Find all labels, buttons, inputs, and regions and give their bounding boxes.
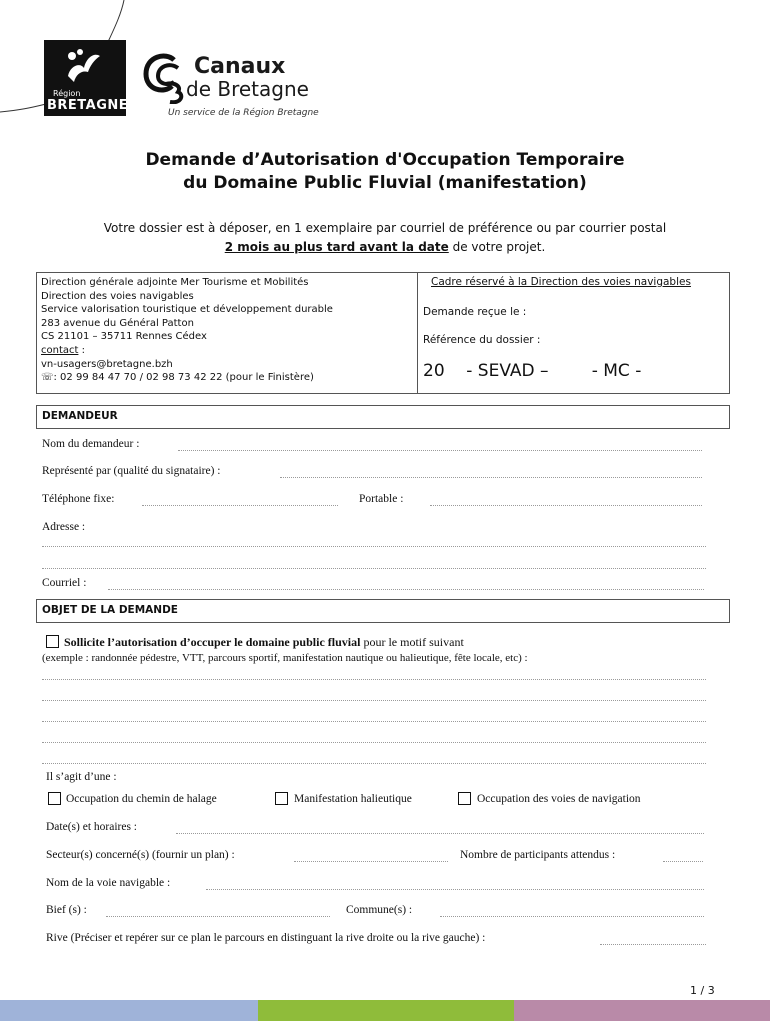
request-example: (exemple : randonnée pédestre, VTT, parcours sportif, manifestation nautique ou halieutique, fête locale, etc) : [42,652,528,664]
address-line: CS 21101 – 35711 Rennes Cédex [41,331,207,343]
commune-field[interactable] [440,916,704,917]
page-number: 1 / 3 [690,984,715,997]
towpath-checkbox[interactable] [48,792,61,805]
email-field[interactable] [108,589,704,590]
deadline-text: 2 mois au plus tard avant la date [224,240,449,254]
region-emblem-icon [60,46,108,86]
participants-field[interactable] [663,861,703,862]
reason-field-line[interactable] [42,700,706,701]
address-label: Adresse : [42,521,86,533]
request-rest: pour le motif suivant [360,635,464,649]
waterway-name-label: Nom de la voie navigable : [46,877,171,889]
box-divider [417,273,418,393]
footer-bar-green [258,1000,514,1021]
contact-label: contact [41,344,79,356]
reference-code: 20 - SEVAD – - MC - [423,361,642,381]
bief-label: Bief (s) : [46,904,87,916]
section-objet [36,599,730,623]
mobile-field[interactable] [430,505,702,506]
contact-reserved-box [36,272,730,394]
reason-field-line[interactable] [42,763,706,764]
reason-field-line[interactable] [42,742,706,743]
section-heading: OBJET DE LA DEMANDE [42,604,178,616]
address-line: Service valorisation touristique et développement durable [41,304,333,316]
landline-field[interactable] [142,505,338,506]
reason-field-line[interactable] [42,679,706,680]
bank-label: Rive (Préciser et repérer sur ce plan le parcours en distinguant la rive droite ou la rive gauche) : [46,932,486,944]
applicant-name-label: Nom du demandeur : [42,438,140,450]
canaux-emblem-icon [140,50,192,104]
request-statement [64,635,464,650]
document-title-line2: du Domaine Public Fluvial (manifestation) [183,173,587,193]
request-bold: Sollicite l’autorisation d’occuper le domaine public fluvial [64,635,361,649]
dates-field[interactable] [176,833,704,834]
address-line: Direction des voies navigables [41,290,194,302]
region-label: Région [53,89,81,98]
participants-label: Nombre de participants attendus : [460,849,616,861]
section-demandeur [36,405,730,429]
footer-bar-mauve [514,1000,770,1021]
footer-bar-blue [0,1000,258,1021]
address-line: 283 avenue du Général Patton [41,317,194,329]
commune-label: Commune(s) : [346,904,413,916]
waterway-name-field[interactable] [206,889,704,890]
reserved-heading: Cadre réservé à la Direction des voies navigables [431,276,691,288]
region-name: BRETAGNE [47,98,129,113]
address-field-line[interactable] [42,568,706,569]
representative-label: Représenté par (qualité du signataire) : [42,465,221,477]
address-block [41,276,333,385]
canaux-tagline: Un service de la Région Bretagne [168,108,319,118]
intro-line1: Votre dossier est à déposer, en 1 exemplaire par courriel de préférence ou par courrier postal [103,221,667,235]
contact-email[interactable]: vn-usagers@bretagne.bzh [41,358,173,370]
canaux-title: Canaux [194,54,286,79]
applicant-name-field[interactable] [178,450,702,451]
towpath-option-label: Occupation du chemin de halage [66,793,217,805]
sectors-field[interactable] [294,861,448,862]
dates-label: Date(s) et horaires : [46,821,138,833]
bief-field[interactable] [106,916,330,917]
received-date-label: Demande reçue le : [423,306,527,318]
document-title-line1: Demande d’Autorisation d'Occupation Temporaire [145,150,625,170]
email-label: Courriel : [42,577,87,589]
waterways-checkbox[interactable] [458,792,471,805]
mobile-label: Portable : [359,493,404,505]
file-reference-label: Référence du dossier : [423,334,541,346]
fishing-event-checkbox[interactable] [275,792,288,805]
intro-line2-rest: de votre projet. [448,240,546,254]
address-field-line[interactable] [42,546,706,547]
section-heading: DEMANDEUR [42,410,118,422]
region-bretagne-logo [44,40,129,116]
reason-field-line[interactable] [42,721,706,722]
waterways-option-label: Occupation des voies de navigation [477,793,641,805]
bank-field[interactable] [600,944,706,945]
type-label: Il s’agit d’une : [46,771,117,783]
contact-phone: ☏: 02 99 84 47 70 / 02 98 73 42 22 (pour le Finistère) [41,372,314,384]
intro-line2 [0,240,770,254]
landline-label: Téléphone fixe: [42,493,115,505]
sectors-label: Secteur(s) concerné(s) (fournir un plan) : [46,849,235,861]
address-line: Direction générale adjointe Mer Tourisme et Mobilités [41,277,309,288]
contact-line [41,344,333,358]
request-checkbox[interactable] [46,635,59,648]
canaux-subtitle: de Bretagne [186,77,309,101]
fishing-event-option-label: Manifestation halieutique [294,793,412,805]
contact-colon: : [78,344,85,356]
representative-field[interactable] [280,477,702,478]
